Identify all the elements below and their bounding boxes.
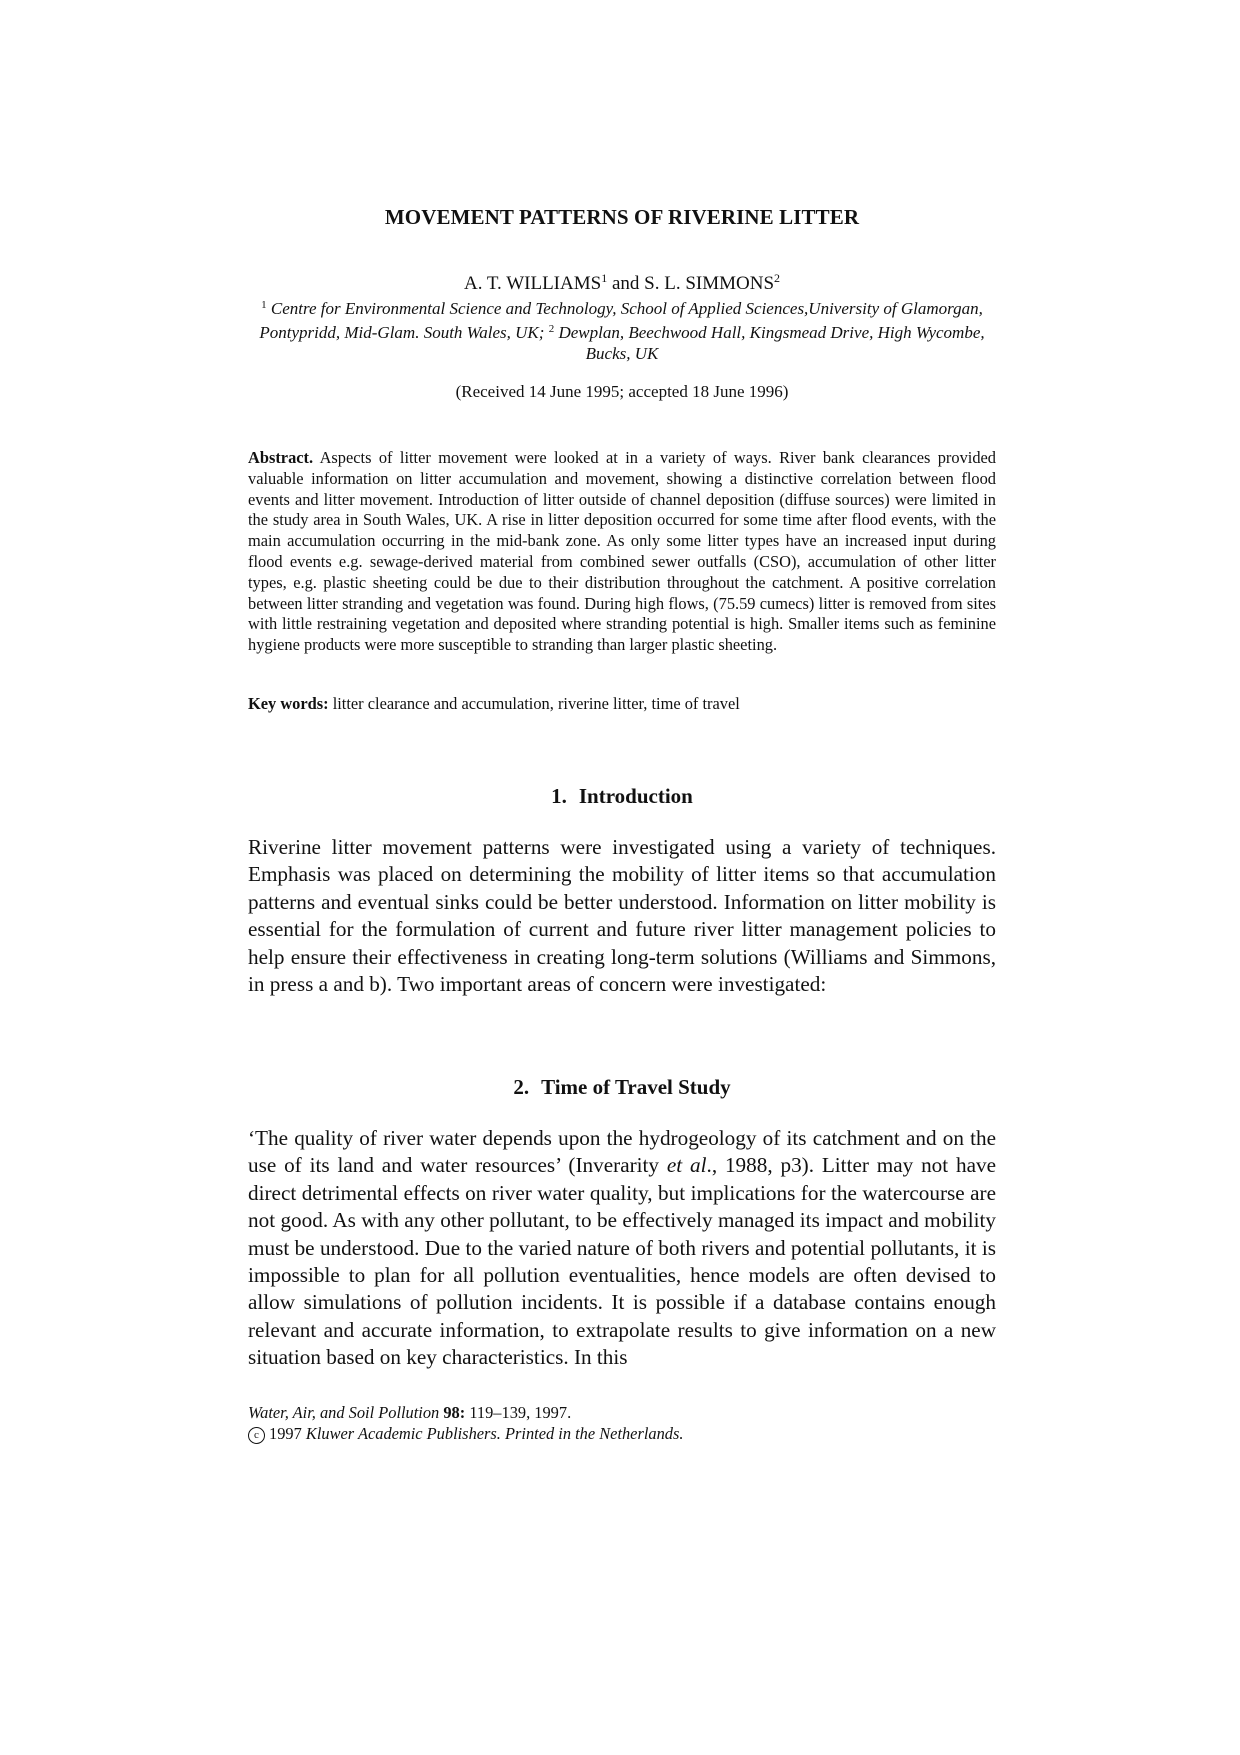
publication-footer [248,1402,996,1444]
introduction-paragraph: Riverine litter movement patterns were investigated using a variety of techniques. Emphasis was placed on determining the mobility of litter items so that accumulation patterns and eventual sinks could be better understood. Information on litter mobility is essential for the formulation of current and future river litter management policies to help ensure their effectiveness in creating long-term solutions (Williams and Simmons, in press a and b). Two important areas of concern were investigated: [248,835,996,997]
abstract-text: Aspects of litter movement were looked at in a variety of ways. River bank clearances provided valuable information on litter accumulation and movement, showing a distinctive correlation between flood events and litter movement. Introduction of litter outside of channel deposition (diffuse sources) were limited in the study area in South Wales, UK. A rise in litter deposition occurred for some time after flood events, with the main accumulation occurring in the mid-bank zone. As only some litter types have an increased input during flood events e.g. sewage-derived material from combined sewer outfalls (CSO), accumulation of other litter types, e.g. plastic sheeting could be due to their distribution throughout the catchment. A positive correlation between litter stranding and vegetation was found. During high flows, (75.59 cumecs) litter is removed from sites with little restraining vegetation and deposited where stranding potential is high. Smaller items such as feminine hygiene products were more susceptible to stranding than larger plastic sheeting. [248,448,996,655]
journal-citation [248,1402,996,1423]
copyright-line [248,1423,996,1444]
copyright-icon: c [248,1427,265,1444]
section-title: Time of Travel Study [541,1075,731,1099]
author-2: S. L. SIMMONS [644,273,775,294]
affiliation-2: Dewplan, Beechwood Hall, Kingsmead Drive, High Wycombe, Bucks, UK [558,323,985,363]
abstract [248,448,996,656]
paragraph-text-a: ‘The quality of river water depends upon the hydrogeology of its catchment and on the use of its land and water resources’ (Inverarity [248,1126,996,1178]
publisher-name: Kluwer Academic Publishers. [305,1424,501,1443]
journal-name: Water, Air, and Soil Pollution [248,1403,440,1422]
keywords-label: Key words: [248,694,329,713]
printed-note: Printed in the Netherlands. [505,1424,684,1443]
journal-pages: 119–139, 1997. [469,1403,572,1422]
author-2-affiliation-mark: 2 [774,271,781,285]
affiliation-1-mark: 1 [261,299,267,311]
section-title: Introduction [578,784,693,808]
keywords [248,694,996,714]
author-conjunction: and [611,273,640,294]
paper-title: MOVEMENT PATTERNS OF RIVERINE LITTER [384,205,860,229]
author-1: A. T. WILLIAMS [463,273,602,294]
time-of-travel-paragraph [248,1125,996,1372]
affiliation-2-mark: 2 [548,323,555,335]
citation-et-al: et al [666,1153,707,1178]
author-1-affiliation-mark: 1 [601,271,608,285]
received-dates: (Received 14 June 1995; accepted 18 June 1996) [455,382,789,401]
abstract-label: Abstract. [248,448,314,467]
journal-volume: 98: [443,1403,466,1422]
keywords-text: litter clearance and accumulation, riverine litter, time of travel [332,694,740,713]
affiliations [256,295,988,364]
copyright-year: 1997 [269,1424,302,1443]
paragraph-text-b: ., 1988, p3). Litter may not have direct detrimental effects on river water quality, but implications for the watercourse are not good. As with any other pollutant, to be effectively managed its impact and mobility must be understood. Due to the varied nature of both rivers and potential pollutants, it is impossible to plan for all pollution eventualities, hence models are often devised to allow simulations of pollution incidents. It is possible if a database contains enough relevant and accurate information, to extrapolate results to give information on a new situation based on key characteristics. In this [248,1153,997,1370]
section-heading-introduction [248,784,996,809]
section-number: 2. [513,1075,530,1099]
affiliation-1: Centre for Environmental Science and Technology, School of Applied Sciences,University of Glamorgan, Pontypridd, Mid-Glam. South Wales, UK; [259,299,983,342]
section-heading-time-of-travel [248,1075,996,1100]
author-line [248,271,996,295]
section-number: 1. [551,784,567,808]
